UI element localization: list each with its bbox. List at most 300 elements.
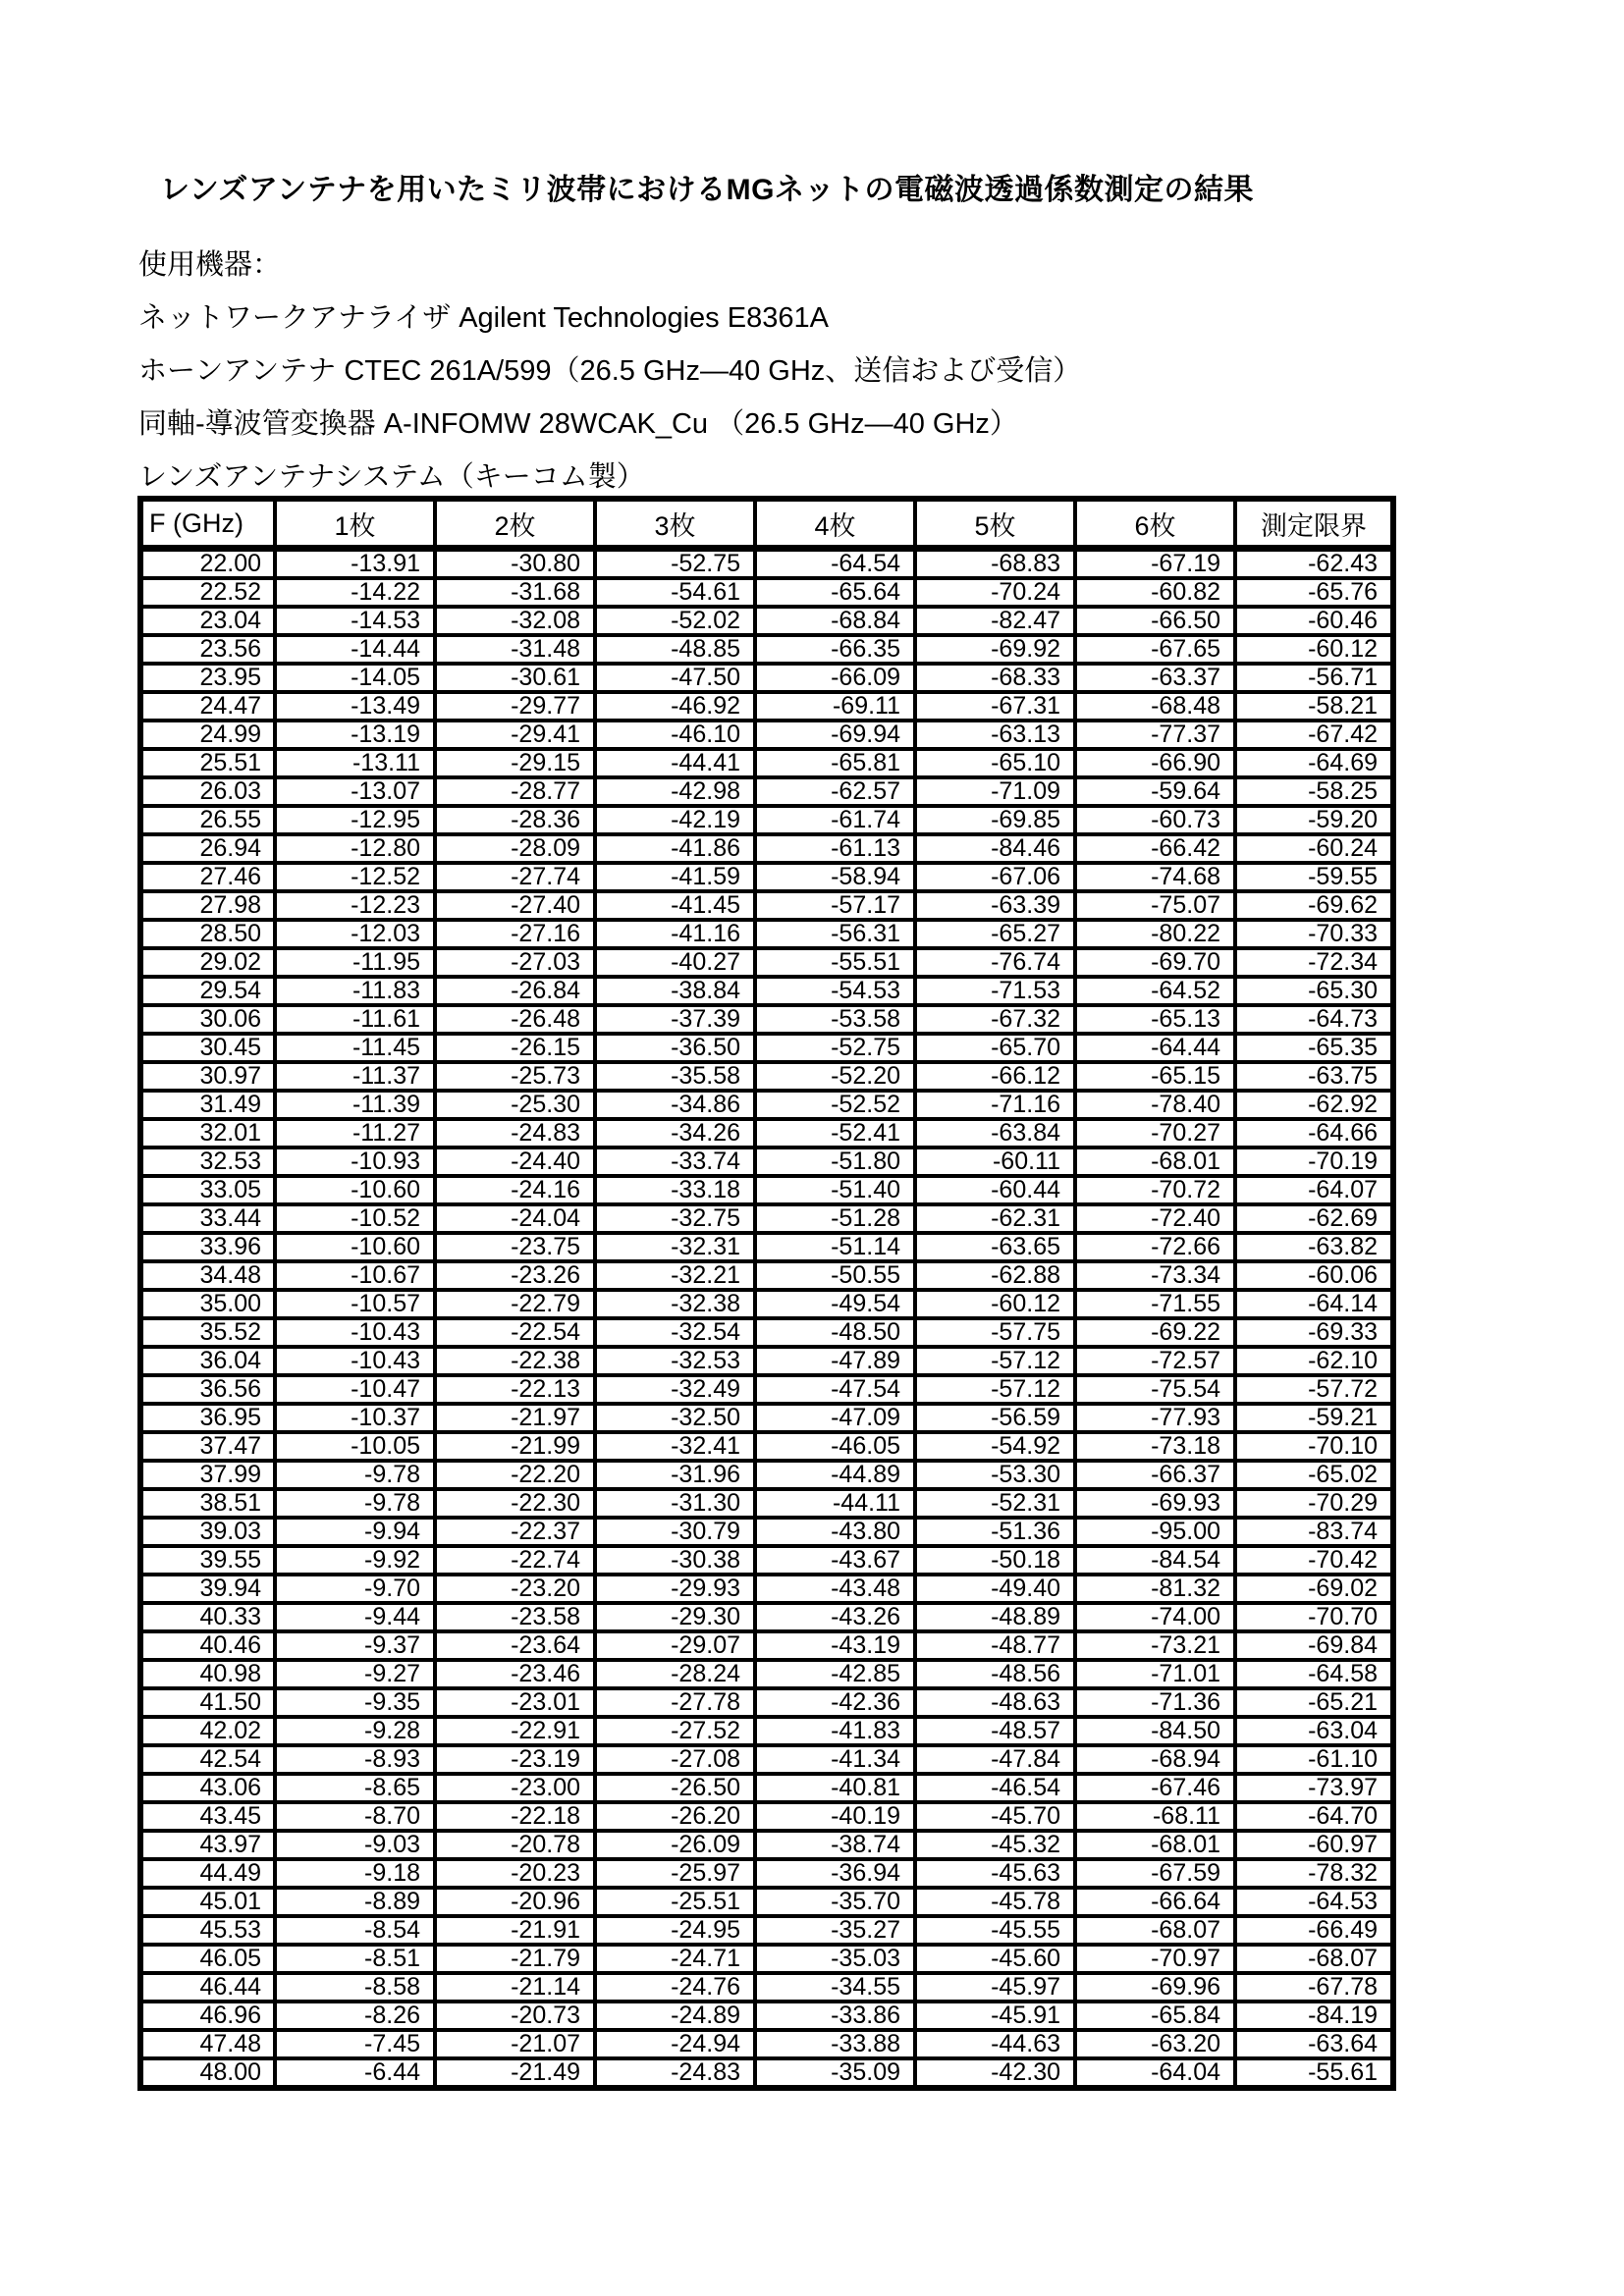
value-cell: -11.37 bbox=[275, 1062, 435, 1091]
value-cell: -49.40 bbox=[915, 1575, 1075, 1603]
frequency-cell: 22.00 bbox=[140, 549, 275, 579]
table-row bbox=[140, 891, 1393, 920]
value-cell: -11.95 bbox=[275, 948, 435, 977]
value-cell: -63.84 bbox=[915, 1119, 1075, 1148]
equipment-line: レンズアンテナシステム（キーコム製） bbox=[138, 461, 645, 493]
value-cell: -70.72 bbox=[1075, 1176, 1235, 1204]
value-cell: -57.17 bbox=[755, 891, 915, 920]
value-cell: -9.35 bbox=[275, 1688, 435, 1717]
table-row bbox=[140, 863, 1393, 891]
value-cell: -32.54 bbox=[595, 1318, 755, 1347]
frequency-cell: 22.52 bbox=[140, 578, 275, 607]
table-row bbox=[140, 664, 1393, 692]
value-cell: -43.26 bbox=[755, 1603, 915, 1631]
value-cell: -43.80 bbox=[755, 1518, 915, 1546]
value-cell: -62.10 bbox=[1235, 1347, 1393, 1375]
value-cell: -22.20 bbox=[435, 1461, 595, 1489]
value-cell: -69.84 bbox=[1235, 1631, 1393, 1660]
value-cell: -62.88 bbox=[915, 1261, 1075, 1290]
value-cell: -47.84 bbox=[915, 1745, 1075, 1774]
value-cell: -23.64 bbox=[435, 1631, 595, 1660]
value-cell: -68.01 bbox=[1075, 1831, 1235, 1859]
value-cell: -59.55 bbox=[1235, 863, 1393, 891]
value-cell: -24.71 bbox=[595, 1945, 755, 1973]
value-cell: -58.21 bbox=[1235, 692, 1393, 721]
table-row bbox=[140, 920, 1393, 948]
value-cell: -65.10 bbox=[915, 749, 1075, 777]
frequency-cell: 39.94 bbox=[140, 1575, 275, 1603]
value-cell: -42.85 bbox=[755, 1660, 915, 1688]
value-cell: -41.59 bbox=[595, 863, 755, 891]
frequency-cell: 46.44 bbox=[140, 1973, 275, 2002]
value-cell: -63.20 bbox=[1075, 2030, 1235, 2058]
value-cell: -6.44 bbox=[275, 2058, 435, 2088]
value-cell: -32.31 bbox=[595, 1233, 755, 1261]
value-cell: -60.82 bbox=[1075, 578, 1235, 607]
frequency-cell: 30.45 bbox=[140, 1034, 275, 1062]
table-row bbox=[140, 1176, 1393, 1204]
frequency-cell: 27.46 bbox=[140, 863, 275, 891]
value-cell: -11.39 bbox=[275, 1091, 435, 1119]
frequency-cell: 45.01 bbox=[140, 1888, 275, 1916]
table-row bbox=[140, 549, 1393, 579]
value-cell: -70.19 bbox=[1235, 1148, 1393, 1176]
value-cell: -21.99 bbox=[435, 1432, 595, 1461]
value-cell: -59.21 bbox=[1235, 1404, 1393, 1432]
value-cell: -8.89 bbox=[275, 1888, 435, 1916]
value-cell: -64.44 bbox=[1075, 1034, 1235, 1062]
value-cell: -68.07 bbox=[1235, 1945, 1393, 1973]
frequency-cell: 33.05 bbox=[140, 1176, 275, 1204]
table-row bbox=[140, 1233, 1393, 1261]
value-cell: -74.00 bbox=[1075, 1603, 1235, 1631]
value-cell: -43.19 bbox=[755, 1631, 915, 1660]
value-cell: -52.31 bbox=[915, 1489, 1075, 1518]
table-row bbox=[140, 977, 1393, 1005]
value-cell: -66.12 bbox=[915, 1062, 1075, 1091]
value-cell: -41.86 bbox=[595, 834, 755, 863]
value-cell: -71.09 bbox=[915, 777, 1075, 806]
value-cell: -56.59 bbox=[915, 1404, 1075, 1432]
value-cell: -25.97 bbox=[595, 1859, 755, 1888]
value-cell: -73.18 bbox=[1075, 1432, 1235, 1461]
value-cell: -62.57 bbox=[755, 777, 915, 806]
value-cell: -68.84 bbox=[755, 607, 915, 635]
frequency-cell: 23.56 bbox=[140, 635, 275, 664]
value-cell: -82.47 bbox=[915, 607, 1075, 635]
value-cell: -32.75 bbox=[595, 1204, 755, 1233]
column-header-0: F (GHz) bbox=[140, 499, 275, 549]
value-cell: -27.74 bbox=[435, 863, 595, 891]
frequency-cell: 24.99 bbox=[140, 721, 275, 749]
frequency-cell: 46.96 bbox=[140, 2002, 275, 2030]
value-cell: -68.07 bbox=[1075, 1916, 1235, 1945]
value-cell: -69.62 bbox=[1235, 891, 1393, 920]
value-cell: -51.36 bbox=[915, 1518, 1075, 1546]
value-cell: -25.51 bbox=[595, 1888, 755, 1916]
value-cell: -9.03 bbox=[275, 1831, 435, 1859]
value-cell: -63.37 bbox=[1075, 664, 1235, 692]
frequency-cell: 30.06 bbox=[140, 1005, 275, 1034]
value-cell: -26.15 bbox=[435, 1034, 595, 1062]
table-row bbox=[140, 1404, 1393, 1432]
table-row bbox=[140, 1774, 1393, 1802]
value-cell: -31.96 bbox=[595, 1461, 755, 1489]
value-cell: -38.84 bbox=[595, 977, 755, 1005]
value-cell: -43.48 bbox=[755, 1575, 915, 1603]
value-cell: -10.37 bbox=[275, 1404, 435, 1432]
value-cell: -60.12 bbox=[915, 1290, 1075, 1318]
value-cell: -65.21 bbox=[1235, 1688, 1393, 1717]
value-cell: -47.89 bbox=[755, 1347, 915, 1375]
value-cell: -22.38 bbox=[435, 1347, 595, 1375]
table-row bbox=[140, 1091, 1393, 1119]
frequency-cell: 23.95 bbox=[140, 664, 275, 692]
frequency-cell: 27.98 bbox=[140, 891, 275, 920]
value-cell: -23.20 bbox=[435, 1575, 595, 1603]
value-cell: -40.27 bbox=[595, 948, 755, 977]
frequency-cell: 31.49 bbox=[140, 1091, 275, 1119]
value-cell: -69.94 bbox=[755, 721, 915, 749]
value-cell: -24.83 bbox=[595, 2058, 755, 2088]
value-cell: -13.91 bbox=[275, 549, 435, 579]
column-header-2: 2枚 bbox=[435, 499, 595, 549]
value-cell: -60.44 bbox=[915, 1176, 1075, 1204]
value-cell: -65.35 bbox=[1235, 1034, 1393, 1062]
value-cell: -30.38 bbox=[595, 1546, 755, 1575]
value-cell: -21.49 bbox=[435, 2058, 595, 2088]
value-cell: -46.10 bbox=[595, 721, 755, 749]
value-cell: -54.92 bbox=[915, 1432, 1075, 1461]
value-cell: -66.35 bbox=[755, 635, 915, 664]
value-cell: -55.61 bbox=[1235, 2058, 1393, 2088]
value-cell: -69.33 bbox=[1235, 1318, 1393, 1347]
value-cell: -60.24 bbox=[1235, 834, 1393, 863]
value-cell: -27.16 bbox=[435, 920, 595, 948]
value-cell: -75.54 bbox=[1075, 1375, 1235, 1404]
value-cell: -31.68 bbox=[435, 578, 595, 607]
value-cell: -9.27 bbox=[275, 1660, 435, 1688]
table-row bbox=[140, 1831, 1393, 1859]
value-cell: -70.70 bbox=[1235, 1603, 1393, 1631]
frequency-cell: 42.54 bbox=[140, 1745, 275, 1774]
value-cell: -52.20 bbox=[755, 1062, 915, 1091]
frequency-cell: 47.48 bbox=[140, 2030, 275, 2058]
frequency-cell: 46.05 bbox=[140, 1945, 275, 1973]
frequency-cell: 26.03 bbox=[140, 777, 275, 806]
value-cell: -71.55 bbox=[1075, 1290, 1235, 1318]
value-cell: -43.67 bbox=[755, 1546, 915, 1575]
value-cell: -28.09 bbox=[435, 834, 595, 863]
value-cell: -24.04 bbox=[435, 1204, 595, 1233]
value-cell: -29.07 bbox=[595, 1631, 755, 1660]
value-cell: -9.78 bbox=[275, 1489, 435, 1518]
value-cell: -57.75 bbox=[915, 1318, 1075, 1347]
value-cell: -57.12 bbox=[915, 1347, 1075, 1375]
table-row bbox=[140, 834, 1393, 863]
value-cell: -40.19 bbox=[755, 1802, 915, 1831]
value-cell: -69.70 bbox=[1075, 948, 1235, 977]
table-row bbox=[140, 1062, 1393, 1091]
value-cell: -65.13 bbox=[1075, 1005, 1235, 1034]
table-row bbox=[140, 1745, 1393, 1774]
value-cell: -62.31 bbox=[915, 1204, 1075, 1233]
value-cell: -9.44 bbox=[275, 1603, 435, 1631]
value-cell: -28.77 bbox=[435, 777, 595, 806]
table-row bbox=[140, 2030, 1393, 2058]
header-row bbox=[140, 499, 1393, 549]
value-cell: -31.30 bbox=[595, 1489, 755, 1518]
value-cell: -64.70 bbox=[1235, 1802, 1393, 1831]
value-cell: -67.19 bbox=[1075, 549, 1235, 579]
value-cell: -59.64 bbox=[1075, 777, 1235, 806]
value-cell: -31.48 bbox=[435, 635, 595, 664]
value-cell: -71.36 bbox=[1075, 1688, 1235, 1717]
table-row bbox=[140, 1432, 1393, 1461]
value-cell: -59.20 bbox=[1235, 806, 1393, 834]
value-cell: -65.70 bbox=[915, 1034, 1075, 1062]
value-cell: -27.03 bbox=[435, 948, 595, 977]
value-cell: -53.30 bbox=[915, 1461, 1075, 1489]
frequency-cell: 35.00 bbox=[140, 1290, 275, 1318]
frequency-cell: 30.97 bbox=[140, 1062, 275, 1091]
value-cell: -41.83 bbox=[755, 1717, 915, 1745]
value-cell: -32.49 bbox=[595, 1375, 755, 1404]
frequency-cell: 36.56 bbox=[140, 1375, 275, 1404]
table-row bbox=[140, 692, 1393, 721]
table-row bbox=[140, 948, 1393, 977]
value-cell: -35.09 bbox=[755, 2058, 915, 2088]
frequency-cell: 36.04 bbox=[140, 1347, 275, 1375]
value-cell: -56.31 bbox=[755, 920, 915, 948]
value-cell: -64.54 bbox=[755, 549, 915, 579]
value-cell: -62.69 bbox=[1235, 1204, 1393, 1233]
table-row bbox=[140, 806, 1393, 834]
value-cell: -12.23 bbox=[275, 891, 435, 920]
value-cell: -11.61 bbox=[275, 1005, 435, 1034]
value-cell: -75.07 bbox=[1075, 891, 1235, 920]
value-cell: -72.57 bbox=[1075, 1347, 1235, 1375]
value-cell: -84.54 bbox=[1075, 1546, 1235, 1575]
value-cell: -8.51 bbox=[275, 1945, 435, 1973]
value-cell: -8.70 bbox=[275, 1802, 435, 1831]
value-cell: -63.13 bbox=[915, 721, 1075, 749]
value-cell: -45.78 bbox=[915, 1888, 1075, 1916]
table-row bbox=[140, 749, 1393, 777]
value-cell: -11.45 bbox=[275, 1034, 435, 1062]
value-cell: -60.12 bbox=[1235, 635, 1393, 664]
value-cell: -30.61 bbox=[435, 664, 595, 692]
value-cell: -20.96 bbox=[435, 1888, 595, 1916]
value-cell: -21.97 bbox=[435, 1404, 595, 1432]
value-cell: -65.76 bbox=[1235, 578, 1393, 607]
table-row bbox=[140, 1034, 1393, 1062]
value-cell: -23.46 bbox=[435, 1660, 595, 1688]
frequency-cell: 29.02 bbox=[140, 948, 275, 977]
value-cell: -57.72 bbox=[1235, 1375, 1393, 1404]
value-cell: -26.84 bbox=[435, 977, 595, 1005]
value-cell: -22.13 bbox=[435, 1375, 595, 1404]
value-cell: -58.25 bbox=[1235, 777, 1393, 806]
value-cell: -8.65 bbox=[275, 1774, 435, 1802]
value-cell: -65.15 bbox=[1075, 1062, 1235, 1091]
table-row bbox=[140, 1973, 1393, 2002]
frequency-cell: 25.51 bbox=[140, 749, 275, 777]
value-cell: -77.93 bbox=[1075, 1404, 1235, 1432]
value-cell: -48.63 bbox=[915, 1688, 1075, 1717]
value-cell: -45.32 bbox=[915, 1831, 1075, 1859]
table-row bbox=[140, 1375, 1393, 1404]
value-cell: -37.39 bbox=[595, 1005, 755, 1034]
value-cell: -29.77 bbox=[435, 692, 595, 721]
value-cell: -63.82 bbox=[1235, 1233, 1393, 1261]
value-cell: -52.52 bbox=[755, 1091, 915, 1119]
value-cell: -41.45 bbox=[595, 891, 755, 920]
table-row bbox=[140, 1518, 1393, 1546]
value-cell: -67.06 bbox=[915, 863, 1075, 891]
column-header-5: 5枚 bbox=[915, 499, 1075, 549]
column-header-6: 6枚 bbox=[1075, 499, 1235, 549]
value-cell: -67.32 bbox=[915, 1005, 1075, 1034]
value-cell: -32.41 bbox=[595, 1432, 755, 1461]
value-cell: -9.28 bbox=[275, 1717, 435, 1745]
value-cell: -20.73 bbox=[435, 2002, 595, 2030]
value-cell: -48.85 bbox=[595, 635, 755, 664]
value-cell: -22.91 bbox=[435, 1717, 595, 1745]
value-cell: -48.56 bbox=[915, 1660, 1075, 1688]
value-cell: -45.70 bbox=[915, 1802, 1075, 1831]
value-cell: -68.01 bbox=[1075, 1148, 1235, 1176]
value-cell: -60.97 bbox=[1235, 1831, 1393, 1859]
column-header-1: 1枚 bbox=[275, 499, 435, 549]
value-cell: -60.46 bbox=[1235, 607, 1393, 635]
value-cell: -35.70 bbox=[755, 1888, 915, 1916]
value-cell: -10.52 bbox=[275, 1204, 435, 1233]
frequency-cell: 29.54 bbox=[140, 977, 275, 1005]
frequency-cell: 42.02 bbox=[140, 1717, 275, 1745]
value-cell: -25.73 bbox=[435, 1062, 595, 1091]
value-cell: -24.94 bbox=[595, 2030, 755, 2058]
value-cell: -24.83 bbox=[435, 1119, 595, 1148]
table-row bbox=[140, 1119, 1393, 1148]
table-row bbox=[140, 1717, 1393, 1745]
value-cell: -69.11 bbox=[755, 692, 915, 721]
value-cell: -29.41 bbox=[435, 721, 595, 749]
value-cell: -22.79 bbox=[435, 1290, 595, 1318]
value-cell: -95.00 bbox=[1075, 1518, 1235, 1546]
value-cell: -10.67 bbox=[275, 1261, 435, 1290]
table-head bbox=[140, 499, 1393, 549]
value-cell: -66.09 bbox=[755, 664, 915, 692]
value-cell: -61.13 bbox=[755, 834, 915, 863]
value-cell: -41.34 bbox=[755, 1745, 915, 1774]
value-cell: -28.24 bbox=[595, 1660, 755, 1688]
value-cell: -11.27 bbox=[275, 1119, 435, 1148]
value-cell: -46.54 bbox=[915, 1774, 1075, 1802]
value-cell: -66.42 bbox=[1075, 834, 1235, 863]
value-cell: -27.08 bbox=[595, 1745, 755, 1774]
value-cell: -44.89 bbox=[755, 1461, 915, 1489]
value-cell: -65.27 bbox=[915, 920, 1075, 948]
value-cell: -22.30 bbox=[435, 1489, 595, 1518]
value-cell: -67.42 bbox=[1235, 721, 1393, 749]
value-cell: -64.07 bbox=[1235, 1176, 1393, 1204]
value-cell: -22.74 bbox=[435, 1546, 595, 1575]
value-cell: -42.19 bbox=[595, 806, 755, 834]
value-cell: -9.37 bbox=[275, 1631, 435, 1660]
value-cell: -50.55 bbox=[755, 1261, 915, 1290]
table-row bbox=[140, 1148, 1393, 1176]
value-cell: -47.09 bbox=[755, 1404, 915, 1432]
value-cell: -9.18 bbox=[275, 1859, 435, 1888]
value-cell: -32.53 bbox=[595, 1347, 755, 1375]
value-cell: -32.21 bbox=[595, 1261, 755, 1290]
frequency-cell: 24.47 bbox=[140, 692, 275, 721]
value-cell: -35.58 bbox=[595, 1062, 755, 1091]
frequency-cell: 44.49 bbox=[140, 1859, 275, 1888]
value-cell: -64.69 bbox=[1235, 749, 1393, 777]
value-cell: -68.94 bbox=[1075, 1745, 1235, 1774]
value-cell: -65.30 bbox=[1235, 977, 1393, 1005]
value-cell: -70.24 bbox=[915, 578, 1075, 607]
value-cell: -69.92 bbox=[915, 635, 1075, 664]
value-cell: -22.18 bbox=[435, 1802, 595, 1831]
table-row bbox=[140, 1888, 1393, 1916]
value-cell: -42.98 bbox=[595, 777, 755, 806]
value-cell: -30.79 bbox=[595, 1518, 755, 1546]
value-cell: -38.74 bbox=[755, 1831, 915, 1859]
value-cell: -33.74 bbox=[595, 1148, 755, 1176]
value-cell: -61.74 bbox=[755, 806, 915, 834]
column-header-4: 4枚 bbox=[755, 499, 915, 549]
value-cell: -8.58 bbox=[275, 1973, 435, 2002]
value-cell: -58.94 bbox=[755, 863, 915, 891]
value-cell: -60.73 bbox=[1075, 806, 1235, 834]
frequency-cell: 33.96 bbox=[140, 1233, 275, 1261]
value-cell: -81.32 bbox=[1075, 1575, 1235, 1603]
value-cell: -67.31 bbox=[915, 692, 1075, 721]
value-cell: -14.22 bbox=[275, 578, 435, 607]
value-cell: -27.40 bbox=[435, 891, 595, 920]
value-cell: -53.58 bbox=[755, 1005, 915, 1034]
table-row bbox=[140, 2002, 1393, 2030]
value-cell: -44.63 bbox=[915, 2030, 1075, 2058]
value-cell: -69.02 bbox=[1235, 1575, 1393, 1603]
value-cell: -71.16 bbox=[915, 1091, 1075, 1119]
value-cell: -78.32 bbox=[1235, 1859, 1393, 1888]
value-cell: -48.57 bbox=[915, 1717, 1075, 1745]
frequency-cell: 48.00 bbox=[140, 2058, 275, 2088]
value-cell: -24.89 bbox=[595, 2002, 755, 2030]
value-cell: -51.28 bbox=[755, 1204, 915, 1233]
value-cell: -26.50 bbox=[595, 1774, 755, 1802]
value-cell: -73.21 bbox=[1075, 1631, 1235, 1660]
value-cell: -74.68 bbox=[1075, 863, 1235, 891]
value-cell: -36.94 bbox=[755, 1859, 915, 1888]
value-cell: -9.70 bbox=[275, 1575, 435, 1603]
value-cell: -32.08 bbox=[435, 607, 595, 635]
value-cell: -12.80 bbox=[275, 834, 435, 863]
table-row bbox=[140, 1660, 1393, 1688]
table-row bbox=[140, 1631, 1393, 1660]
value-cell: -27.78 bbox=[595, 1688, 755, 1717]
value-cell: -9.94 bbox=[275, 1518, 435, 1546]
value-cell: -45.91 bbox=[915, 2002, 1075, 2030]
frequency-cell: 37.47 bbox=[140, 1432, 275, 1461]
value-cell: -51.80 bbox=[755, 1148, 915, 1176]
value-cell: -10.47 bbox=[275, 1375, 435, 1404]
value-cell: -29.30 bbox=[595, 1603, 755, 1631]
